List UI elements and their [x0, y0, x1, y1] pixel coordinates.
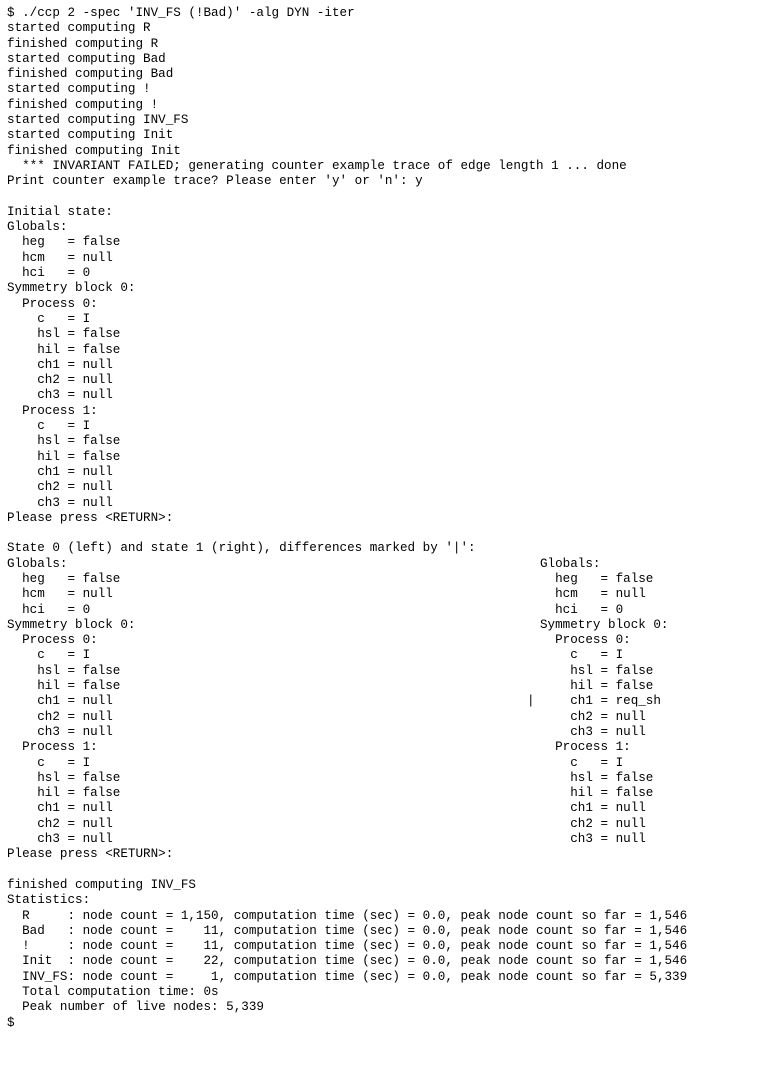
terminal-line: Globals: [7, 220, 68, 235]
diff-marker [527, 817, 540, 832]
terminal-line: Initial state: [7, 204, 113, 219]
terminal-line: *** INVARIANT FAILED; generating counter example trace of edge length 1 ... done [7, 158, 627, 173]
diff-row [7, 756, 772, 771]
terminal-line: started computing R [7, 21, 151, 36]
diff-left-cell: hcm = null [7, 587, 113, 602]
terminal-line: hsl = false [7, 327, 121, 342]
diff-row [7, 832, 772, 847]
terminal-line: Peak number of live nodes: 5,339 [7, 1000, 264, 1015]
diff-right-cell: ch2 = null [540, 709, 646, 724]
diff-left-cell: ch2 = null [7, 709, 113, 724]
terminal-line: Process 0: [7, 296, 98, 311]
diff-right-cell: ch3 = null [540, 724, 646, 739]
terminal-line [7, 863, 772, 878]
diff-right-cell: hil = false [540, 786, 654, 801]
diff-left-cell: ch1 = null [7, 694, 113, 709]
terminal-line: Symmetry block 0: [7, 281, 136, 296]
diff-marker [527, 710, 540, 725]
header-block [7, 6, 772, 557]
diff-row [7, 771, 772, 786]
diff-left-cell: ch3 = null [7, 832, 113, 847]
terminal-line: hcm = null [7, 250, 113, 265]
diff-right-cell: ch1 = null [540, 801, 646, 816]
diff-marker [527, 801, 540, 816]
diff-left-cell: c = I [7, 648, 91, 663]
footer-block [7, 847, 772, 1031]
terminal-line: Process 1: [7, 403, 98, 418]
diff-left-cell: ch1 = null [7, 801, 113, 816]
diff-row [7, 679, 772, 694]
terminal-line: started computing Init [7, 128, 174, 143]
state-diff-block [7, 557, 772, 848]
terminal-line: started computing Bad [7, 51, 166, 66]
diff-left-cell: Globals: [7, 556, 68, 571]
terminal-line: State 0 (left) and state 1 (right), differences marked by '|': [7, 541, 476, 556]
diff-row [7, 572, 772, 587]
diff-right-cell: hsl = false [540, 770, 654, 785]
diff-right-cell: c = I [540, 755, 624, 770]
diff-marker [527, 786, 540, 801]
diff-left-cell: hil = false [7, 679, 121, 694]
terminal-line: Bad : node count = 11, computation time (sec) = 0.0, peak node count so far = 1,546 [7, 923, 688, 938]
diff-marker [527, 725, 540, 740]
terminal-line: heg = false [7, 235, 121, 250]
terminal-line: Please press <RETURN>: [7, 510, 174, 525]
diff-left-cell: hsl = false [7, 663, 121, 678]
diff-right-cell: hcm = null [540, 587, 646, 602]
diff-marker [527, 587, 540, 602]
diff-left-cell: hsl = false [7, 770, 121, 785]
terminal-line: ch3 = null [7, 495, 113, 510]
shell-prompt: $ [7, 1015, 15, 1030]
diff-marker [527, 648, 540, 663]
diff-right-cell: ch1 = req_sh [540, 694, 661, 709]
diff-marker [527, 832, 540, 847]
terminal-line: Statistics: [7, 893, 91, 908]
terminal-line: INV_FS: node count = 1, computation time (sec) = 0.0, peak node count so far = 5,339 [7, 969, 688, 984]
diff-left-cell: Process 1: [7, 740, 98, 755]
diff-row [7, 740, 772, 755]
terminal-line [7, 526, 772, 541]
diff-marker [527, 618, 540, 633]
diff-marker [527, 664, 540, 679]
terminal-line: ch2 = null [7, 480, 113, 495]
diff-row [7, 633, 772, 648]
terminal-line: started computing ! [7, 82, 151, 97]
diff-left-cell: heg = false [7, 571, 121, 586]
diff-marker [527, 572, 540, 587]
diff-row [7, 725, 772, 740]
diff-row [7, 648, 772, 663]
terminal-line: hsl = false [7, 434, 121, 449]
diff-left-cell: hil = false [7, 786, 121, 801]
diff-marker [527, 679, 540, 694]
diff-marker [527, 771, 540, 786]
terminal-line: R : node count = 1,150, computation time (sec) = 0.0, peak node count so far = 1,546 [7, 908, 688, 923]
diff-right-cell: ch3 = null [540, 832, 646, 847]
terminal-line: finished computing R [7, 36, 159, 51]
diff-right-cell: hil = false [540, 679, 654, 694]
terminal-line: hil = false [7, 449, 121, 464]
diff-marker [527, 633, 540, 648]
diff-right-cell: c = I [540, 648, 624, 663]
diff-right-cell: ch2 = null [540, 816, 646, 831]
terminal-line: c = I [7, 419, 91, 434]
diff-left-cell: Symmetry block 0: [7, 617, 136, 632]
terminal-line: started computing INV_FS [7, 113, 189, 128]
terminal-line: finished computing ! [7, 97, 159, 112]
diff-marker [527, 740, 540, 755]
terminal-line: finished computing INV_FS [7, 877, 196, 892]
diff-marker [527, 557, 540, 572]
terminal-line: ! : node count = 11, computation time (sec) = 0.0, peak node count so far = 1,546 [7, 939, 688, 954]
diff-right-cell: Process 0: [540, 633, 631, 648]
terminal-line: finished computing Init [7, 143, 181, 158]
diff-left-cell: hci = 0 [7, 602, 91, 617]
terminal-line: ch3 = null [7, 388, 113, 403]
diff-left-cell: Process 0: [7, 633, 98, 648]
diff-row [7, 694, 772, 709]
terminal-line [7, 190, 772, 205]
diff-row [7, 557, 772, 572]
diff-right-cell: Process 1: [540, 740, 631, 755]
terminal-line: hil = false [7, 342, 121, 357]
terminal-line: hci = 0 [7, 266, 91, 281]
diff-left-cell: c = I [7, 755, 91, 770]
terminal-line: Please press <RETURN>: [7, 847, 174, 862]
diff-right-cell: hsl = false [540, 663, 654, 678]
diff-row [7, 603, 772, 618]
diff-left-cell: ch2 = null [7, 816, 113, 831]
diff-row [7, 786, 772, 801]
diff-right-cell: Globals: [540, 556, 601, 571]
terminal-line: ch1 = null [7, 464, 113, 479]
terminal-line: Print counter example trace? Please enter 'y' or 'n': y [7, 174, 423, 189]
terminal-line: $ ./ccp 2 -spec 'INV_FS (!Bad)' -alg DYN -iter [7, 6, 355, 20]
diff-right-cell: Symmetry block 0: [540, 617, 669, 632]
diff-row [7, 710, 772, 725]
diff-left-cell: ch3 = null [7, 724, 113, 739]
diff-right-cell: hci = 0 [540, 602, 624, 617]
diff-row [7, 664, 772, 679]
diff-row [7, 817, 772, 832]
terminal-line: ch2 = null [7, 373, 113, 388]
terminal-line: c = I [7, 311, 91, 326]
terminal-line: ch1 = null [7, 357, 113, 372]
terminal-line: finished computing Bad [7, 67, 174, 82]
diff-row [7, 618, 772, 633]
terminal-line: Total computation time: 0s [7, 985, 219, 999]
diff-row [7, 801, 772, 816]
diff-marker [527, 603, 540, 618]
diff-marker [527, 756, 540, 771]
terminal-output[interactable] [7, 6, 772, 1031]
diff-right-cell: heg = false [540, 571, 654, 586]
diff-row [7, 587, 772, 602]
diff-marker: | [527, 694, 535, 709]
terminal-line: Init : node count = 22, computation time (sec) = 0.0, peak node count so far = 1,546 [7, 954, 688, 969]
